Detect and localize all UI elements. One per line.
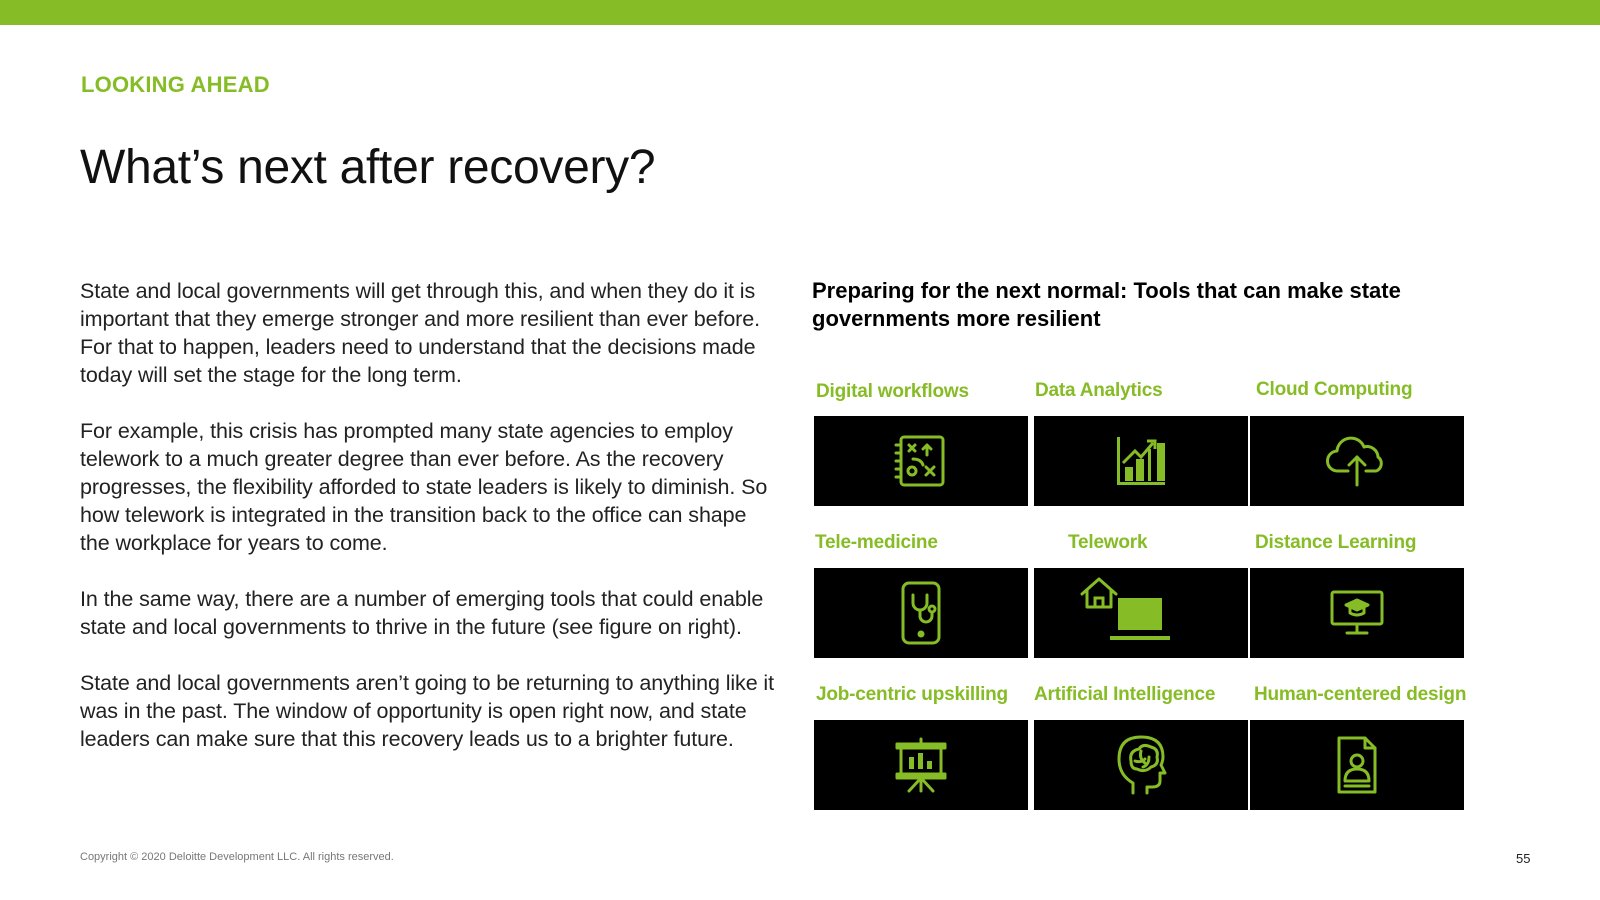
body-paragraph: In the same way, there are a number of emerging tools that could enable state and local governments to thrive in the future (see figure on right). xyxy=(80,587,764,639)
tool-tile-data-analytics xyxy=(1034,416,1248,506)
cloud-upload-icon xyxy=(1324,433,1390,489)
page-title: What’s next after recovery? xyxy=(80,141,656,194)
tool-label-human-centered-design: Human-centered design xyxy=(1254,684,1467,705)
body-paragraph: For example, this crisis has prompted many state agencies to employ telework to a much greater degree than ever before. As the recovery progresses, the flexibility afforded to state leaders is likely to diminish. So how telework is integrated in the transition back to the office can shape the workplace for years to come. xyxy=(80,419,768,555)
tool-label-artificial-intelligence: Artificial Intelligence xyxy=(1034,684,1216,705)
tool-tile-human-centered-design xyxy=(1250,720,1464,810)
tool-tile-job-centric-upskilling xyxy=(814,720,1028,810)
tool-label-tele-medicine: Tele-medicine xyxy=(815,532,938,553)
tool-tile-digital-workflows xyxy=(814,416,1028,506)
tool-tile-tele-medicine xyxy=(814,568,1028,658)
tool-label-distance-learning: Distance Learning xyxy=(1255,532,1417,553)
presentation-board-icon xyxy=(894,737,948,793)
tool-tile-cloud-computing xyxy=(1250,416,1464,506)
body-paragraph: State and local governments will get through this, and when they do it is important that they emerge stronger and more resilient than ever before. For that to happen, leaders need to understand that the decisions made today will set the stage for the long term. xyxy=(80,279,760,387)
tool-tile-telework xyxy=(1034,568,1248,658)
home-laptop-icon xyxy=(1078,574,1188,654)
tool-label-cloud-computing: Cloud Computing xyxy=(1256,379,1413,400)
section-eyebrow: LOOKING AHEAD xyxy=(81,72,270,97)
page-number: 55 xyxy=(1516,851,1531,866)
figure-title: Preparing for the next normal: Tools that can make state governments more resilient xyxy=(812,278,1401,331)
tool-label-job-centric-upskilling: Job-centric upskilling xyxy=(816,684,1008,705)
workflow-strategy-icon xyxy=(893,433,949,489)
head-brain-icon xyxy=(1113,733,1169,797)
top-accent-bar xyxy=(0,0,1600,25)
tool-tile-distance-learning xyxy=(1250,568,1464,658)
body-paragraph: State and local governments aren’t going to be returning to anything like it was in the past. The window of opportunity is open right now, and state leaders can make sure that this recovery leads us to a brighter future. xyxy=(80,671,774,751)
bar-chart-growth-icon xyxy=(1113,433,1169,489)
tool-label-data-analytics: Data Analytics xyxy=(1035,380,1163,401)
tool-tile-artificial-intelligence xyxy=(1034,720,1248,810)
user-document-icon xyxy=(1335,735,1379,795)
tool-label-telework: Telework xyxy=(1068,532,1148,553)
body-text xyxy=(80,277,780,781)
tool-label-digital-workflows: Digital workflows xyxy=(816,381,969,402)
monitor-graduation-cap-icon xyxy=(1329,589,1385,637)
phone-stethoscope-icon xyxy=(899,581,943,645)
copyright-notice: Copyright © 2020 Deloitte Development LLC. All rights reserved. xyxy=(80,851,394,863)
